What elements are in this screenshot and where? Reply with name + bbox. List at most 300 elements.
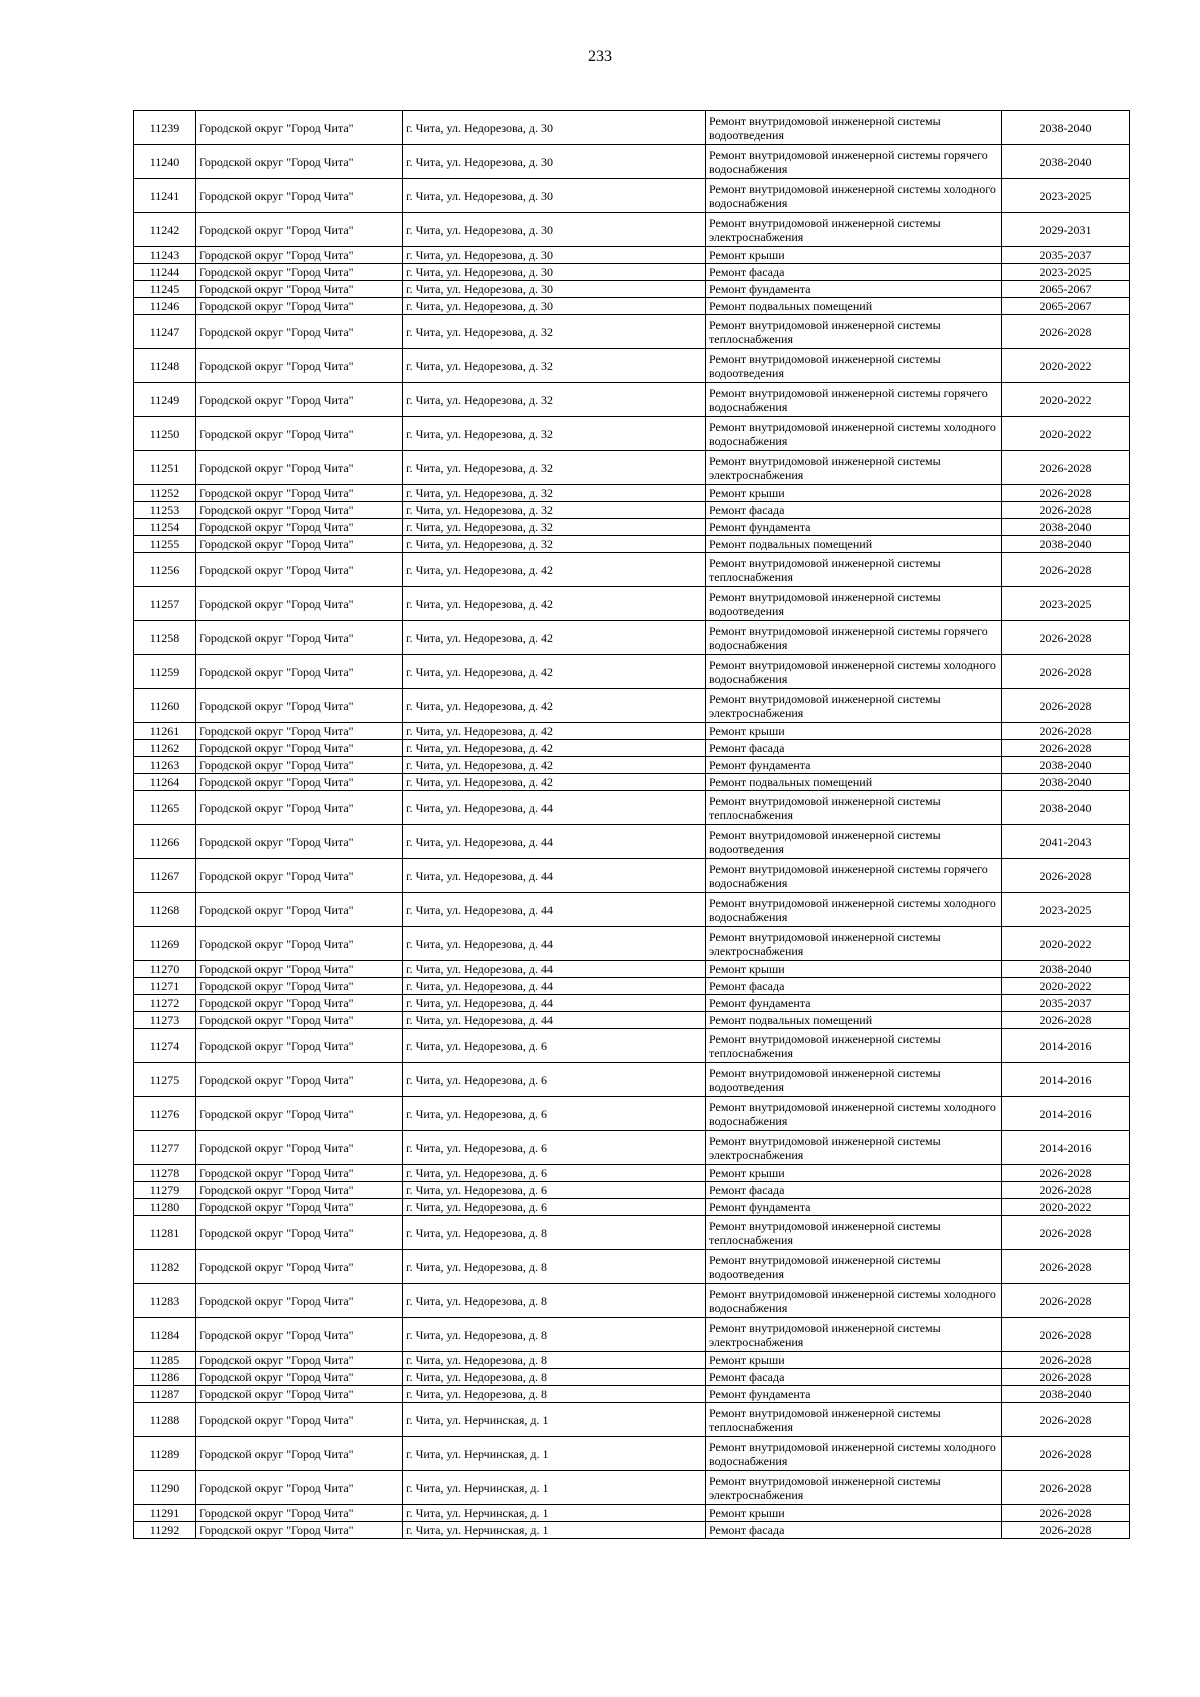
work-type-cell: Ремонт внутридомовой инженерной системы водоотведения [706, 825, 1002, 859]
municipality-cell: Городской округ "Город Чита" [196, 757, 403, 774]
municipality-cell: Городской округ "Город Чита" [196, 1029, 403, 1063]
period-cell: 2026-2028 [1002, 1284, 1130, 1318]
address-cell: г. Чита, ул. Недорезова, д. 32 [403, 502, 706, 519]
table-row [134, 264, 1130, 281]
period-cell: 2026-2028 [1002, 451, 1130, 485]
row-number-cell: 11262 [134, 740, 196, 757]
work-type-cell: Ремонт фундамента [706, 757, 1002, 774]
period-cell: 2014-2016 [1002, 1131, 1130, 1165]
row-number-cell: 11244 [134, 264, 196, 281]
address-cell: г. Чита, ул. Недорезова, д. 44 [403, 825, 706, 859]
address-cell: г. Чита, ул. Недорезова, д. 30 [403, 145, 706, 179]
municipality-cell: Городской округ "Город Чита" [196, 1097, 403, 1131]
address-cell: г. Чита, ул. Недорезова, д. 42 [403, 553, 706, 587]
municipality-cell: Городской округ "Город Чита" [196, 1284, 403, 1318]
row-number-cell: 11259 [134, 655, 196, 689]
work-type-cell: Ремонт подвальных помещений [706, 536, 1002, 553]
row-number-cell: 11254 [134, 519, 196, 536]
period-cell: 2026-2028 [1002, 1369, 1130, 1386]
address-cell: г. Чита, ул. Недорезова, д. 30 [403, 264, 706, 281]
address-cell: г. Чита, ул. Нерчинская, д. 1 [403, 1471, 706, 1505]
work-type-cell: Ремонт внутридомовой инженерной системы горячего водоснабжения [706, 145, 1002, 179]
table-row [134, 740, 1130, 757]
table-row [134, 1386, 1130, 1403]
period-cell: 2038-2040 [1002, 757, 1130, 774]
period-cell: 2026-2028 [1002, 1318, 1130, 1352]
table-row [134, 1199, 1130, 1216]
row-number-cell: 11267 [134, 859, 196, 893]
address-cell: г. Чита, ул. Недорезова, д. 32 [403, 451, 706, 485]
address-cell: г. Чита, ул. Недорезова, д. 32 [403, 417, 706, 451]
address-cell: г. Чита, ул. Недорезова, д. 30 [403, 179, 706, 213]
address-cell: г. Чита, ул. Недорезова, д. 8 [403, 1284, 706, 1318]
table-row [134, 179, 1130, 213]
table-row [134, 1284, 1130, 1318]
work-type-cell: Ремонт внутридомовой инженерной системы теплоснабжения [706, 791, 1002, 825]
period-cell: 2029-2031 [1002, 213, 1130, 247]
period-cell: 2065-2067 [1002, 298, 1130, 315]
municipality-cell: Городской округ "Город Чита" [196, 1199, 403, 1216]
table-row [134, 689, 1130, 723]
row-number-cell: 11274 [134, 1029, 196, 1063]
municipality-cell: Городской округ "Город Чита" [196, 825, 403, 859]
work-type-cell: Ремонт фундамента [706, 995, 1002, 1012]
table-row [134, 247, 1130, 264]
row-number-cell: 11288 [134, 1403, 196, 1437]
municipality-cell: Городской округ "Город Чита" [196, 791, 403, 825]
period-cell: 2020-2022 [1002, 1199, 1130, 1216]
table-row [134, 502, 1130, 519]
municipality-cell: Городской округ "Город Чита" [196, 723, 403, 740]
municipality-cell: Городской округ "Город Чита" [196, 1522, 403, 1539]
period-cell: 2026-2028 [1002, 621, 1130, 655]
period-cell: 2026-2028 [1002, 1403, 1130, 1437]
address-cell: г. Чита, ул. Недорезова, д. 42 [403, 723, 706, 740]
work-type-cell: Ремонт фасада [706, 1522, 1002, 1539]
row-number-cell: 11240 [134, 145, 196, 179]
municipality-cell: Городской округ "Город Чита" [196, 1352, 403, 1369]
table-row [134, 859, 1130, 893]
work-type-cell: Ремонт внутридомовой инженерной системы теплоснабжения [706, 1403, 1002, 1437]
work-type-cell: Ремонт подвальных помещений [706, 298, 1002, 315]
work-type-cell: Ремонт внутридомовой инженерной системы электроснабжения [706, 1131, 1002, 1165]
address-cell: г. Чита, ул. Недорезова, д. 44 [403, 791, 706, 825]
address-cell: г. Чита, ул. Недорезова, д. 30 [403, 111, 706, 145]
repair-schedule-table [133, 110, 1130, 1539]
address-cell: г. Чита, ул. Нерчинская, д. 1 [403, 1437, 706, 1471]
municipality-cell: Городской округ "Город Чита" [196, 281, 403, 298]
municipality-cell: Городской округ "Город Чита" [196, 1063, 403, 1097]
period-cell: 2026-2028 [1002, 1165, 1130, 1182]
work-type-cell: Ремонт фундамента [706, 1199, 1002, 1216]
municipality-cell: Городской округ "Город Чита" [196, 502, 403, 519]
municipality-cell: Городской округ "Город Чита" [196, 1386, 403, 1403]
row-number-cell: 11290 [134, 1471, 196, 1505]
period-cell: 2026-2028 [1002, 1216, 1130, 1250]
table-row [134, 315, 1130, 349]
municipality-cell: Городской округ "Город Чита" [196, 264, 403, 281]
period-cell: 2014-2016 [1002, 1029, 1130, 1063]
table-row [134, 111, 1130, 145]
table-row [134, 1097, 1130, 1131]
address-cell: г. Чита, ул. Недорезова, д. 6 [403, 1063, 706, 1097]
work-type-cell: Ремонт внутридомовой инженерной системы холодного водоснабжения [706, 655, 1002, 689]
period-cell: 2038-2040 [1002, 791, 1130, 825]
period-cell: 2023-2025 [1002, 179, 1130, 213]
municipality-cell: Городской округ "Город Чита" [196, 621, 403, 655]
address-cell: г. Чита, ул. Недорезова, д. 32 [403, 519, 706, 536]
address-cell: г. Чита, ул. Недорезова, д. 44 [403, 927, 706, 961]
period-cell: 2023-2025 [1002, 893, 1130, 927]
period-cell: 2014-2016 [1002, 1097, 1130, 1131]
work-type-cell: Ремонт внутридомовой инженерной системы электроснабжения [706, 1318, 1002, 1352]
municipality-cell: Городской округ "Город Чита" [196, 247, 403, 264]
table-row [134, 774, 1130, 791]
work-type-cell: Ремонт фасада [706, 740, 1002, 757]
municipality-cell: Городской округ "Город Чита" [196, 213, 403, 247]
address-cell: г. Чита, ул. Недорезова, д. 8 [403, 1250, 706, 1284]
period-cell: 2038-2040 [1002, 111, 1130, 145]
row-number-cell: 11285 [134, 1352, 196, 1369]
period-cell: 2038-2040 [1002, 961, 1130, 978]
table-row [134, 1369, 1130, 1386]
municipality-cell: Городской округ "Город Чита" [196, 1165, 403, 1182]
municipality-cell: Городской округ "Город Чита" [196, 451, 403, 485]
row-number-cell: 11292 [134, 1522, 196, 1539]
address-cell: г. Чита, ул. Недорезова, д. 44 [403, 1012, 706, 1029]
table-row [134, 1250, 1130, 1284]
work-type-cell: Ремонт подвальных помещений [706, 774, 1002, 791]
municipality-cell: Городской округ "Город Чита" [196, 1216, 403, 1250]
work-type-cell: Ремонт крыши [706, 247, 1002, 264]
row-number-cell: 11281 [134, 1216, 196, 1250]
row-number-cell: 11257 [134, 587, 196, 621]
row-number-cell: 11265 [134, 791, 196, 825]
table-row [134, 893, 1130, 927]
row-number-cell: 11258 [134, 621, 196, 655]
work-type-cell: Ремонт фасада [706, 264, 1002, 281]
work-type-cell: Ремонт подвальных помещений [706, 1012, 1002, 1029]
address-cell: г. Чита, ул. Недорезова, д. 6 [403, 1182, 706, 1199]
row-number-cell: 11266 [134, 825, 196, 859]
work-type-cell: Ремонт внутридомовой инженерной системы водоотведения [706, 1250, 1002, 1284]
table-row [134, 1182, 1130, 1199]
address-cell: г. Чита, ул. Недорезова, д. 30 [403, 281, 706, 298]
municipality-cell: Городской округ "Город Чита" [196, 1182, 403, 1199]
work-type-cell: Ремонт внутридомовой инженерной системы водоотведения [706, 349, 1002, 383]
row-number-cell: 11249 [134, 383, 196, 417]
address-cell: г. Чита, ул. Недорезова, д. 44 [403, 978, 706, 995]
table-row [134, 757, 1130, 774]
municipality-cell: Городской округ "Город Чита" [196, 1505, 403, 1522]
period-cell: 2065-2067 [1002, 281, 1130, 298]
address-cell: г. Чита, ул. Нерчинская, д. 1 [403, 1505, 706, 1522]
table-row [134, 978, 1130, 995]
row-number-cell: 11248 [134, 349, 196, 383]
work-type-cell: Ремонт внутридомовой инженерной системы теплоснабжения [706, 1029, 1002, 1063]
work-type-cell: Ремонт фундамента [706, 519, 1002, 536]
row-number-cell: 11268 [134, 893, 196, 927]
period-cell: 2038-2040 [1002, 536, 1130, 553]
municipality-cell: Городской округ "Город Чита" [196, 893, 403, 927]
address-cell: г. Чита, ул. Недорезова, д. 42 [403, 740, 706, 757]
municipality-cell: Городской округ "Город Чита" [196, 978, 403, 995]
work-type-cell: Ремонт внутридомовой инженерной системы электроснабжения [706, 213, 1002, 247]
row-number-cell: 11270 [134, 961, 196, 978]
work-type-cell: Ремонт внутридомовой инженерной системы электроснабжения [706, 451, 1002, 485]
work-type-cell: Ремонт крыши [706, 961, 1002, 978]
table-row [134, 298, 1130, 315]
municipality-cell: Городской округ "Город Чита" [196, 1250, 403, 1284]
address-cell: г. Чита, ул. Недорезова, д. 8 [403, 1318, 706, 1352]
row-number-cell: 11279 [134, 1182, 196, 1199]
work-type-cell: Ремонт фасада [706, 1369, 1002, 1386]
address-cell: г. Чита, ул. Недорезова, д. 32 [403, 383, 706, 417]
address-cell: г. Чита, ул. Недорезова, д. 6 [403, 1199, 706, 1216]
row-number-cell: 11253 [134, 502, 196, 519]
table-row [134, 1012, 1130, 1029]
work-type-cell: Ремонт внутридомовой инженерной системы холодного водоснабжения [706, 179, 1002, 213]
work-type-cell: Ремонт фасада [706, 978, 1002, 995]
table-row [134, 927, 1130, 961]
work-type-cell: Ремонт внутридомовой инженерной системы электроснабжения [706, 1471, 1002, 1505]
row-number-cell: 11278 [134, 1165, 196, 1182]
municipality-cell: Городской округ "Город Чита" [196, 1369, 403, 1386]
work-type-cell: Ремонт внутридомовой инженерной системы горячего водоснабжения [706, 859, 1002, 893]
work-type-cell: Ремонт внутридомовой инженерной системы теплоснабжения [706, 315, 1002, 349]
municipality-cell: Городской округ "Город Чита" [196, 1318, 403, 1352]
period-cell: 2026-2028 [1002, 1505, 1130, 1522]
municipality-cell: Городской округ "Город Чита" [196, 349, 403, 383]
work-type-cell: Ремонт крыши [706, 1505, 1002, 1522]
period-cell: 2035-2037 [1002, 247, 1130, 264]
municipality-cell: Городской округ "Город Чита" [196, 1471, 403, 1505]
row-number-cell: 11289 [134, 1437, 196, 1471]
row-number-cell: 11255 [134, 536, 196, 553]
period-cell: 2026-2028 [1002, 859, 1130, 893]
table-row [134, 417, 1130, 451]
row-number-cell: 11243 [134, 247, 196, 264]
row-number-cell: 11250 [134, 417, 196, 451]
address-cell: г. Чита, ул. Недорезова, д. 42 [403, 689, 706, 723]
row-number-cell: 11280 [134, 1199, 196, 1216]
row-number-cell: 11241 [134, 179, 196, 213]
period-cell: 2038-2040 [1002, 519, 1130, 536]
row-number-cell: 11284 [134, 1318, 196, 1352]
address-cell: г. Чита, ул. Недорезова, д. 44 [403, 859, 706, 893]
period-cell: 2038-2040 [1002, 1386, 1130, 1403]
row-number-cell: 11256 [134, 553, 196, 587]
period-cell: 2038-2040 [1002, 774, 1130, 791]
table-row [134, 145, 1130, 179]
period-cell: 2026-2028 [1002, 655, 1130, 689]
period-cell: 2026-2028 [1002, 1250, 1130, 1284]
table-row [134, 451, 1130, 485]
period-cell: 2035-2037 [1002, 995, 1130, 1012]
municipality-cell: Городской округ "Город Чита" [196, 417, 403, 451]
address-cell: г. Чита, ул. Недорезова, д. 6 [403, 1097, 706, 1131]
period-cell: 2023-2025 [1002, 264, 1130, 281]
work-type-cell: Ремонт фасада [706, 1182, 1002, 1199]
period-cell: 2038-2040 [1002, 145, 1130, 179]
period-cell: 2020-2022 [1002, 978, 1130, 995]
address-cell: г. Чита, ул. Недорезова, д. 30 [403, 247, 706, 264]
period-cell: 2020-2022 [1002, 927, 1130, 961]
municipality-cell: Городской округ "Город Чита" [196, 689, 403, 723]
work-type-cell: Ремонт крыши [706, 723, 1002, 740]
municipality-cell: Городской округ "Город Чита" [196, 1012, 403, 1029]
row-number-cell: 11282 [134, 1250, 196, 1284]
table-row [134, 1216, 1130, 1250]
address-cell: г. Чита, ул. Недорезова, д. 30 [403, 298, 706, 315]
period-cell: 2026-2028 [1002, 1471, 1130, 1505]
address-cell: г. Чита, ул. Недорезова, д. 42 [403, 774, 706, 791]
period-cell: 2026-2028 [1002, 1437, 1130, 1471]
period-cell: 2026-2028 [1002, 1182, 1130, 1199]
table-row [134, 1437, 1130, 1471]
municipality-cell: Городской округ "Город Чита" [196, 553, 403, 587]
period-cell: 2026-2028 [1002, 315, 1130, 349]
period-cell: 2026-2028 [1002, 485, 1130, 502]
table-row [134, 553, 1130, 587]
period-cell: 2026-2028 [1002, 1352, 1130, 1369]
municipality-cell: Городской округ "Город Чита" [196, 519, 403, 536]
row-number-cell: 11283 [134, 1284, 196, 1318]
row-number-cell: 11242 [134, 213, 196, 247]
address-cell: г. Чита, ул. Недорезова, д. 32 [403, 349, 706, 383]
address-cell: г. Чита, ул. Недорезова, д. 30 [403, 213, 706, 247]
table-row [134, 1063, 1130, 1097]
work-type-cell: Ремонт фасада [706, 502, 1002, 519]
address-cell: г. Чита, ул. Нерчинская, д. 1 [403, 1522, 706, 1539]
work-type-cell: Ремонт внутридомовой инженерной системы холодного водоснабжения [706, 1437, 1002, 1471]
row-number-cell: 11277 [134, 1131, 196, 1165]
address-cell: г. Чита, ул. Недорезова, д. 42 [403, 757, 706, 774]
address-cell: г. Чита, ул. Недорезова, д. 8 [403, 1386, 706, 1403]
municipality-cell: Городской округ "Город Чита" [196, 1131, 403, 1165]
row-number-cell: 11264 [134, 774, 196, 791]
work-type-cell: Ремонт внутридомовой инженерной системы водоотведения [706, 1063, 1002, 1097]
work-type-cell: Ремонт внутридомовой инженерной системы холодного водоснабжения [706, 1284, 1002, 1318]
row-number-cell: 11272 [134, 995, 196, 1012]
municipality-cell: Городской округ "Город Чита" [196, 587, 403, 621]
work-type-cell: Ремонт внутридомовой инженерной системы водоотведения [706, 111, 1002, 145]
table-row [134, 1352, 1130, 1369]
row-number-cell: 11273 [134, 1012, 196, 1029]
municipality-cell: Городской округ "Город Чита" [196, 961, 403, 978]
table-row [134, 485, 1130, 502]
period-cell: 2026-2028 [1002, 689, 1130, 723]
table-row [134, 1505, 1130, 1522]
period-cell: 2026-2028 [1002, 1012, 1130, 1029]
table-row [134, 1165, 1130, 1182]
period-cell: 2014-2016 [1002, 1063, 1130, 1097]
municipality-cell: Городской округ "Город Чита" [196, 859, 403, 893]
address-cell: г. Чита, ул. Недорезова, д. 32 [403, 536, 706, 553]
municipality-cell: Городской округ "Город Чита" [196, 179, 403, 213]
table-row [134, 1029, 1130, 1063]
table-row [134, 723, 1130, 740]
municipality-cell: Городской округ "Город Чита" [196, 536, 403, 553]
table-row [134, 655, 1130, 689]
address-cell: г. Чита, ул. Недорезова, д. 6 [403, 1131, 706, 1165]
work-type-cell: Ремонт внутридомовой инженерной системы холодного водоснабжения [706, 417, 1002, 451]
work-type-cell: Ремонт фундамента [706, 1386, 1002, 1403]
municipality-cell: Городской округ "Город Чита" [196, 655, 403, 689]
table-row [134, 213, 1130, 247]
row-number-cell: 11260 [134, 689, 196, 723]
municipality-cell: Городской округ "Город Чита" [196, 383, 403, 417]
period-cell: 2023-2025 [1002, 587, 1130, 621]
table-row [134, 349, 1130, 383]
municipality-cell: Городской округ "Город Чита" [196, 315, 403, 349]
row-number-cell: 11286 [134, 1369, 196, 1386]
municipality-cell: Городской округ "Город Чита" [196, 298, 403, 315]
work-type-cell: Ремонт внутридомовой инженерной системы электроснабжения [706, 927, 1002, 961]
page-number: 233 [588, 48, 612, 65]
row-number-cell: 11276 [134, 1097, 196, 1131]
table-row [134, 1522, 1130, 1539]
address-cell: г. Чита, ул. Недорезова, д. 42 [403, 587, 706, 621]
table-row [134, 1403, 1130, 1437]
work-type-cell: Ремонт внутридомовой инженерной системы теплоснабжения [706, 553, 1002, 587]
period-cell: 2026-2028 [1002, 740, 1130, 757]
row-number-cell: 11246 [134, 298, 196, 315]
work-type-cell: Ремонт фундамента [706, 281, 1002, 298]
period-cell: 2026-2028 [1002, 553, 1130, 587]
address-cell: г. Чита, ул. Недорезова, д. 6 [403, 1029, 706, 1063]
period-cell: 2026-2028 [1002, 502, 1130, 519]
table-row [134, 587, 1130, 621]
row-number-cell: 11291 [134, 1505, 196, 1522]
row-number-cell: 11275 [134, 1063, 196, 1097]
period-cell: 2026-2028 [1002, 723, 1130, 740]
work-type-cell: Ремонт внутридомовой инженерной системы холодного водоснабжения [706, 893, 1002, 927]
work-type-cell: Ремонт крыши [706, 1352, 1002, 1369]
row-number-cell: 11269 [134, 927, 196, 961]
address-cell: г. Чита, ул. Недорезова, д. 44 [403, 995, 706, 1012]
table-row [134, 1131, 1130, 1165]
table-row [134, 1318, 1130, 1352]
work-type-cell: Ремонт внутридомовой инженерной системы горячего водоснабжения [706, 621, 1002, 655]
municipality-cell: Городской округ "Город Чита" [196, 774, 403, 791]
municipality-cell: Городской округ "Город Чита" [196, 995, 403, 1012]
table-row [134, 825, 1130, 859]
period-cell: 2020-2022 [1002, 349, 1130, 383]
row-number-cell: 11251 [134, 451, 196, 485]
address-cell: г. Чита, ул. Недорезова, д. 8 [403, 1352, 706, 1369]
table-body [134, 111, 1130, 1539]
row-number-cell: 11239 [134, 111, 196, 145]
work-type-cell: Ремонт внутридомовой инженерной системы теплоснабжения [706, 1216, 1002, 1250]
address-cell: г. Чита, ул. Недорезова, д. 6 [403, 1165, 706, 1182]
table-row [134, 536, 1130, 553]
work-type-cell: Ремонт внутридомовой инженерной системы горячего водоснабжения [706, 383, 1002, 417]
address-cell: г. Чита, ул. Недорезова, д. 42 [403, 655, 706, 689]
municipality-cell: Городской округ "Город Чита" [196, 485, 403, 502]
work-type-cell: Ремонт внутридомовой инженерной системы холодного водоснабжения [706, 1097, 1002, 1131]
period-cell: 2041-2043 [1002, 825, 1130, 859]
municipality-cell: Городской округ "Город Чита" [196, 111, 403, 145]
period-cell: 2020-2022 [1002, 417, 1130, 451]
row-number-cell: 11287 [134, 1386, 196, 1403]
address-cell: г. Чита, ул. Недорезова, д. 44 [403, 961, 706, 978]
municipality-cell: Городской округ "Город Чита" [196, 1403, 403, 1437]
table-row [134, 995, 1130, 1012]
table-row [134, 519, 1130, 536]
address-cell: г. Чита, ул. Недорезова, д. 32 [403, 315, 706, 349]
table-row [134, 383, 1130, 417]
